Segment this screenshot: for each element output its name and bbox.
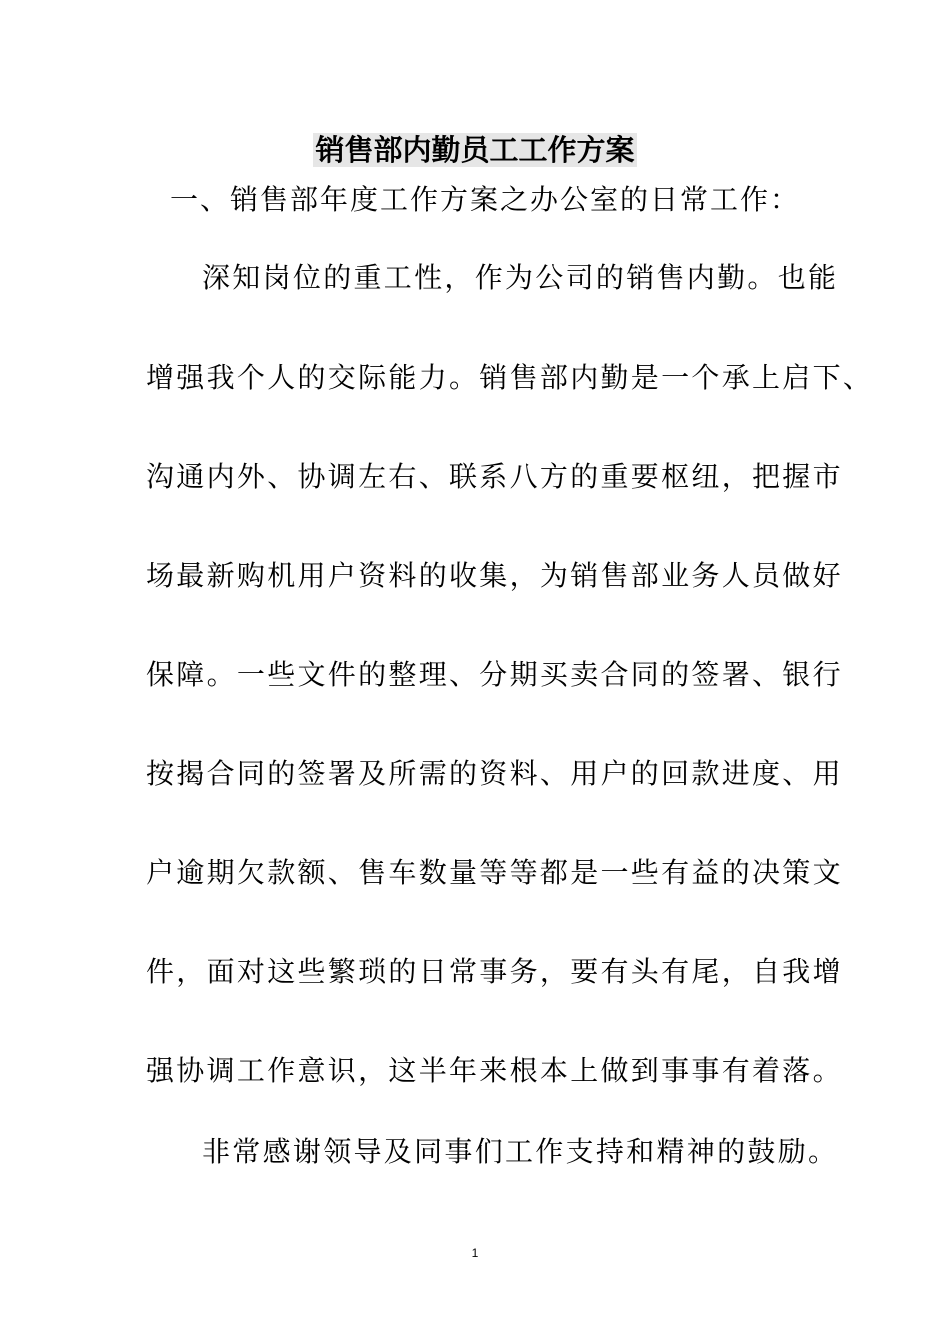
- page-number: 1: [471, 1246, 479, 1260]
- paragraph-line: 户逾期欠款额、售车数量等等都是一些有益的决策文: [146, 856, 843, 889]
- paragraph-line: 深知岗位的重工性，作为公司的销售内勤。也能: [202, 261, 839, 294]
- paragraph-line: 件，面对这些繁琐的日常事务，要有头有尾，自我增: [146, 955, 843, 988]
- paragraph-line: 按揭合同的签署及所需的资料、用户的回款进度、用: [146, 757, 843, 790]
- document-title: [0, 128, 950, 172]
- section-heading: 一、销售部年度工作方案之办公室的日常工作：: [170, 183, 801, 216]
- closing-line: 非常感谢领导及同事们工作支持和精神的鼓励。: [202, 1135, 839, 1168]
- paragraph-line: 增强我个人的交际能力。销售部内勤是一个承上启下、: [146, 361, 874, 394]
- document-title-text: 销售部内勤员工工作方案: [315, 133, 635, 167]
- paragraph-line: 场最新购机用户资料的收集，为销售部业务人员做好: [146, 559, 843, 592]
- paragraph-line: 保障。一些文件的整理、分期买卖合同的签署、银行: [146, 658, 843, 691]
- paragraph-line: 强协调工作意识，这半年来根本上做到事事有着落。: [146, 1054, 843, 1087]
- paragraph-line: 沟通内外、协调左右、联系八方的重要枢纽，把握市: [146, 460, 843, 493]
